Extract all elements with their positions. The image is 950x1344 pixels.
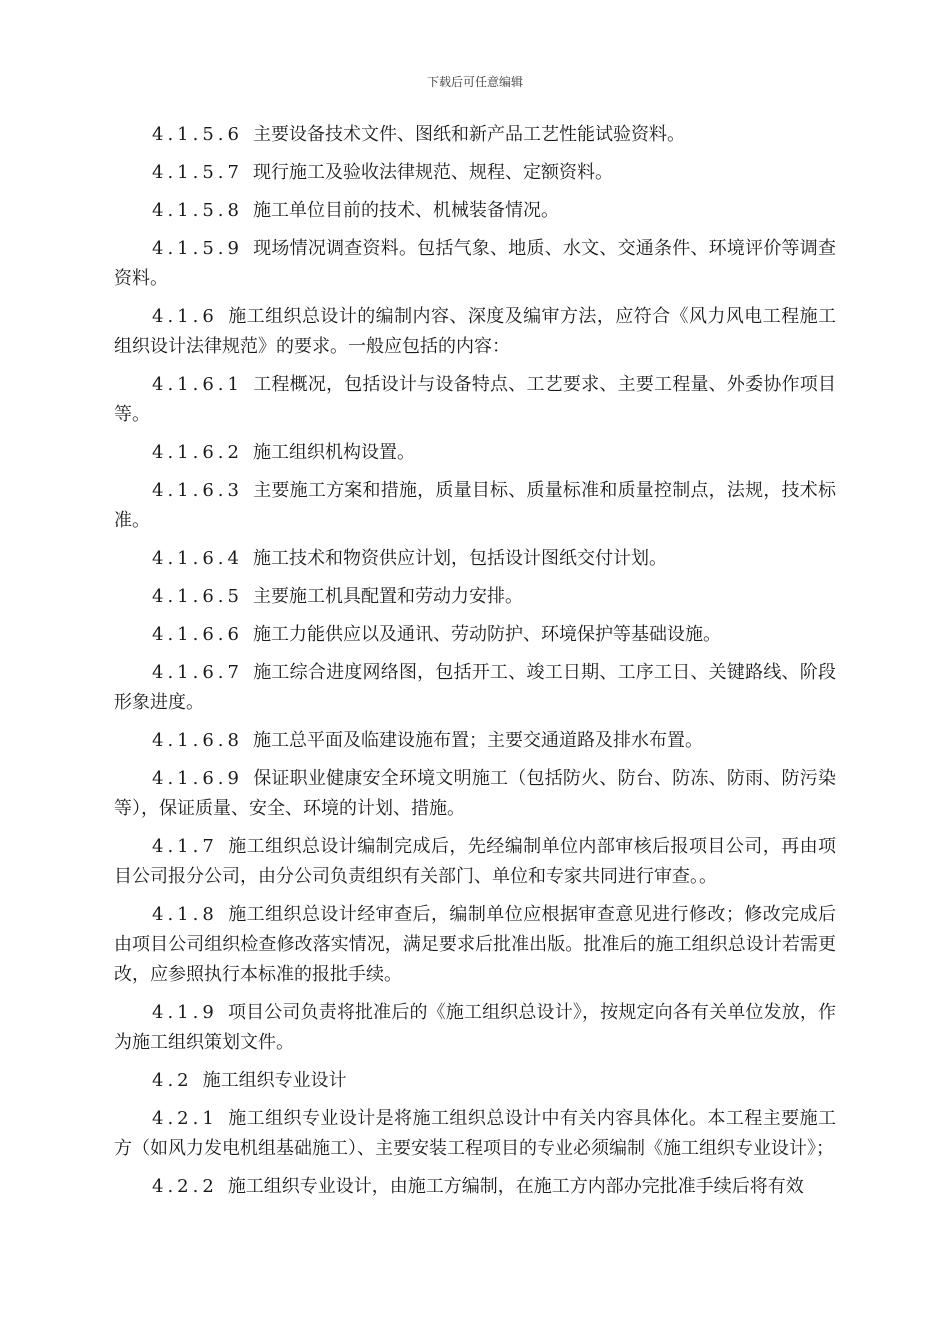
clause-number: 4.1.6.4 <box>152 548 243 569</box>
clause-number: 4.2 <box>152 1070 193 1091</box>
clause-number: 4.2.2 <box>152 1176 218 1197</box>
clause-text: 保证职业健康安全环境文明施工（包括防火、防台、防冻、防雨、防污染等），保证质量、安全、环境的计划、措施。 <box>114 768 836 819</box>
clause-text: 施工组织机构设置。 <box>252 442 415 463</box>
clause-number: 4.1.6.9 <box>152 768 243 789</box>
clause-number: 4.1.6.7 <box>152 662 243 683</box>
page-header: 下载后可任意编辑 <box>426 75 523 89</box>
clause-text: 工程概况，包括设计与设备特点、工艺要求、主要工程量、外委协作项目等。 <box>114 374 836 425</box>
clause-text: 施工组织总设计编制完成后，先经编制单位内部审核后报项目公司，再由项目公司报分公司，由分公司负责组织有关部门、单位和专家共同进行审查。。 <box>114 836 836 887</box>
clause-number: 4.1.5.8 <box>152 200 243 221</box>
paragraph-4-1-5-7 <box>114 158 836 188</box>
clause-number: 4.1.6.2 <box>152 442 243 463</box>
clause-text: 主要施工方案和措施，质量目标、质量标准和质量控制点，法规，技术标准。 <box>114 480 836 531</box>
clause-number: 4.1.6.8 <box>152 730 243 751</box>
clause-text: 施工组织总设计经审查后，编制单位应根据审查意见进行修改；修改完成后由项目公司组织检查修改落实情况，满足要求后批准出版。批准后的施工组织总设计若需更改，应参照执行本标准的报批手续。 <box>114 904 836 985</box>
paragraph-4-1-8 <box>114 900 836 990</box>
clause-number: 4.1.5.7 <box>152 162 243 183</box>
clause-text: 施工组织专业设计是将施工组织总设计中有关内容具体化。本工程主要施工方（如风力发电机组基础施工）、主要安装工程项目的专业必须编制《施工组织专业设计》； <box>114 1108 836 1159</box>
paragraph-4-1-9 <box>114 998 836 1058</box>
clause-number: 4.1.8 <box>152 904 218 925</box>
paragraph-4-1-5-9 <box>114 234 836 294</box>
paragraph-4-1-6-4 <box>114 544 836 574</box>
clause-text: 施工技术和物资供应计划，包括设计图纸交付计划。 <box>252 548 667 569</box>
clause-number: 4.2.1 <box>152 1108 218 1129</box>
clause-text: 现行施工及验收法律规范、规程、定额资料。 <box>252 162 613 183</box>
clause-text: 施工组织专业设计 <box>202 1070 347 1091</box>
paragraph-4-1-6-6 <box>114 620 836 650</box>
paragraph-4-1-5-8 <box>114 196 836 226</box>
clause-text: 施工总平面及临建设施布置；主要交通道路及排水布置。 <box>252 730 703 751</box>
paragraph-4-1-6-2 <box>114 438 836 468</box>
section-heading-4-2 <box>114 1066 836 1096</box>
clause-number: 4.1.6.5 <box>152 586 243 607</box>
clause-text: 施工组织专业设计，由施工方编制，在施工方内部办完批准手续后将有效 <box>227 1176 804 1197</box>
clause-text: 项目公司负责将批准后的《施工组织总设计》，按规定向各有关单位发放，作为施工组织策划文件。 <box>114 1002 836 1053</box>
paragraph-4-1-5-6 <box>114 120 836 150</box>
paragraph-4-1-6-9 <box>114 764 836 824</box>
clause-number: 4.1.6.6 <box>152 624 243 645</box>
paragraph-4-1-6-8 <box>114 726 836 756</box>
clause-number: 4.1.6.1 <box>152 374 243 395</box>
clause-number: 4.1.5.9 <box>152 238 243 259</box>
clause-text: 主要施工机具配置和劳动力安排。 <box>252 586 523 607</box>
clause-number: 4.1.7 <box>152 836 218 857</box>
clause-text: 施工组织总设计的编制内容、深度及编审方法，应符合《风力风电工程施工组织设计法律规范》的要求。一般应包括的内容： <box>114 306 836 357</box>
paragraph-4-1-6 <box>114 302 836 362</box>
clause-number: 4.1.5.6 <box>152 124 243 145</box>
clause-number: 4.1.6.3 <box>152 480 243 501</box>
paragraph-4-1-7 <box>114 832 836 892</box>
clause-text: 施工单位目前的技术、机械装备情况。 <box>252 200 559 221</box>
paragraph-4-1-6-5 <box>114 582 836 612</box>
paragraph-4-1-6-1 <box>114 370 836 430</box>
clause-number: 4.1.6 <box>152 306 218 327</box>
clause-text: 主要设备技术文件、图纸和新产品工艺性能试验资料。 <box>252 124 685 145</box>
clause-text: 施工力能供应以及通讯、劳动防护、环境保护等基础设施。 <box>252 624 721 645</box>
paragraph-4-1-6-3 <box>114 476 836 536</box>
clause-number: 4.1.9 <box>152 1002 218 1023</box>
paragraph-4-2-2 <box>114 1172 836 1202</box>
clause-text: 施工综合进度网络图，包括开工、竣工日期、工序工日、关键路线、阶段形象进度。 <box>114 662 836 713</box>
document-body <box>114 120 836 1210</box>
paragraph-4-2-1 <box>114 1104 836 1164</box>
clause-text: 现场情况调查资料。包括气象、地质、水文、交通条件、环境评价等调查资料。 <box>114 238 836 289</box>
paragraph-4-1-6-7 <box>114 658 836 718</box>
